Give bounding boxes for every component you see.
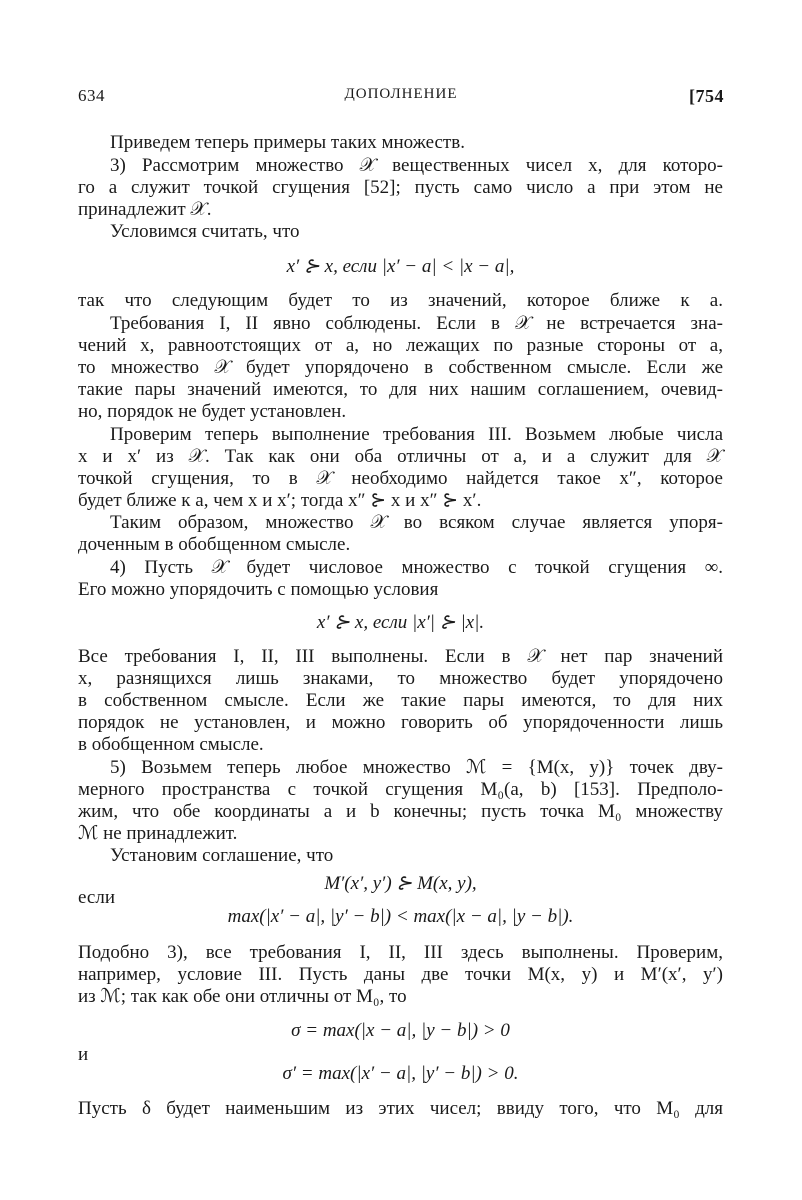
text-line: такие пары значений имеются, то для них нашим соглашением, очевид- [78,379,723,400]
formula: x′ ⊱ x, если |x′ − a| < |x − a|, [286,256,515,277]
section-number: [754 [689,86,724,106]
text-line: из ℳ; так как обе они отличны от M₀, то [78,986,407,1007]
text-line: Условимся считать, что [110,221,300,242]
text-line: ℳ не принадлежит. [78,823,238,844]
text-line: жим, что обе координаты a и b конечны; пусть точка M₀ множеству [78,801,723,822]
text-line: Проверим теперь выполнение требования III. Возьмем любые числа [110,424,723,445]
running-title: ДОПОЛНЕНИЕ [344,86,458,102]
text-line: Его можно упорядочить с помощью условия [78,579,439,600]
formula: σ′ = max(|x′ − a|, |y′ − b|) > 0. [282,1063,519,1084]
text-line: x и x′ из 𝒳. Так как они оба отличны от a, и a служит для 𝒳 [78,446,723,467]
text-line: точкой сгущения, то в 𝒳 необходимо найдется такое x″, которое [78,468,723,489]
formula: max(|x′ − a|, |y′ − b|) < max(|x − a|, |y − b|). [227,906,574,927]
text-line: принадлежит 𝒳. [78,199,212,220]
text-line: будет ближе к a, чем x и x′; тогда x″ ⊱ x и x″ ⊱ x′. [78,490,482,511]
text-line: и [78,1044,89,1065]
text-line: так что следующим будет то из значений, которое ближе к a. [78,290,723,311]
text-line: Таким образом, множество 𝒳 во всяком случае является упоря- [110,512,723,533]
text-line: например, условие III. Пусть даны две точки M(x, y) и M′(x′, y′) [78,964,723,985]
text-line: Приведем теперь примеры таких множеств. [110,132,465,153]
text-line: мерного пространства с точкой сгущения M₀(a, b) [153]. Предполо- [78,779,723,800]
text-line: если [78,887,115,908]
text-line: 5) Возьмем теперь любое множество ℳ = {M(x, y)} точек дву- [110,757,723,778]
formula: σ = max(|x − a|, |y − b|) > 0 [291,1020,510,1041]
text-line: 3) Рассмотрим множество 𝒳 вещественных чисел x, для которо- [110,155,723,176]
text-line: порядок не установлен, и можно говорить об упорядоченности лишь [78,712,723,733]
text-line: Все требования I, II, III выполнены. Если в 𝒳 нет пар значений [78,646,723,667]
text-line: го a служит точкой сгущения [52]; пусть само число a при этом не [78,177,723,198]
text-line: но, порядок не будет установлен. [78,401,347,422]
text-line: Пусть δ будет наименьшим из этих чисел; ввиду того, что M₀ для [78,1098,723,1119]
text-line: x, разнящихся лишь знаками, то множество будет упорядочено [78,668,723,689]
text-line: чений x, равноотстоящих от a, но лежащих по разные стороны от a, [78,335,723,356]
text-line: то множество 𝒳 будет упорядочено в собственном смысле. Если же [78,357,723,378]
formula: x′ ⊱ x, если |x′| ⊱ |x|. [316,612,485,633]
text-line: доченным в обобщенном смысле. [78,534,351,555]
text-line: 4) Пусть 𝒳 будет числовое множество с точкой сгущения ∞. [110,557,723,578]
text-line: в собственном смысле. Если же такие пары имеются, то для них [78,690,723,711]
text-line: в обобщенном смысле. [78,734,264,755]
page-number: 634 [78,86,105,105]
formula: M′(x′, y′) ⊱ M(x, y), [324,873,477,894]
text-line: Подобно 3), все требования I, II, III здесь выполнены. Проверим, [78,942,723,963]
text-line: Требования I, II явно соблюдены. Если в 𝒳 не встречается зна- [110,313,723,334]
text-line: Установим соглашение, что [110,845,334,866]
